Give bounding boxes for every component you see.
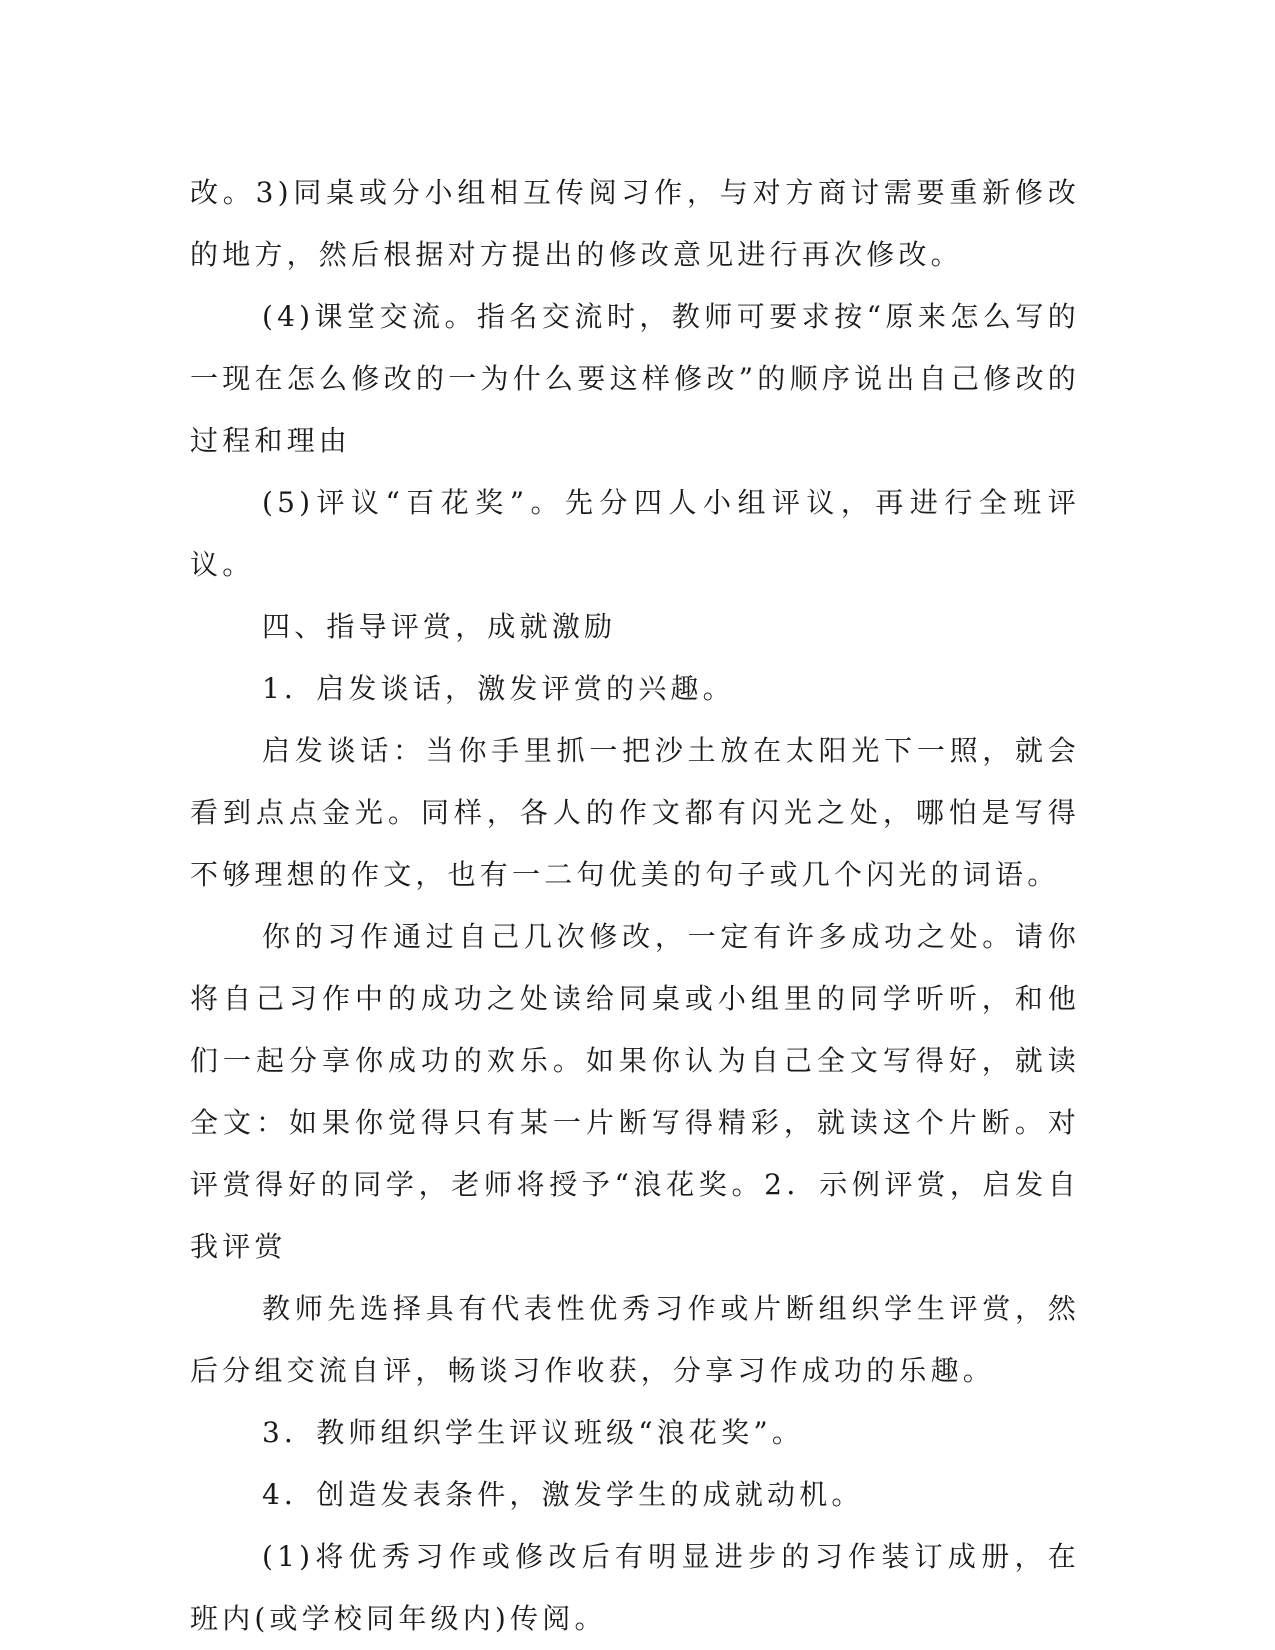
paragraph-teacher-selection: 教师先选择具有代表性优秀习作或片断组织学生评赏，然后分组交流自评，畅谈习作收获，分享习作成功的乐趣。: [190, 1292, 1080, 1387]
paragraph-revise-exchange: 改。3)同桌或分小组相互传阅习作，与对方商讨需要重新修改的地方，然后根据对方提出的修改意见进行再次修改。: [190, 176, 1080, 271]
paragraph-item-4: 4．创造发表条件，激发学生的成就动机。: [262, 1478, 864, 1511]
paragraph-class-communication: (4)课堂交流。指名交流时，教师可要求按“原来怎么写的一现在怎么修改的一为什么要这样修改”的顺序说出自己修改的过程和理由: [190, 300, 1080, 457]
section-heading-four: 四、指导评赏，成就激励: [262, 610, 617, 643]
paragraph-inspiring-talk: 启发谈话：当你手里抓一把沙土放在太阳光下一照，就会看到点点金光。同样，各人的作文都有闪光之处，哪怕是写得不够理想的作文，也有一二句优美的句子或几个闪光的词语。: [190, 734, 1080, 891]
paragraph-publish-booklet: (1)将优秀习作或修改后有明显进步的习作装订成册，在班内(或学校同年级内)传阅。: [190, 1540, 1080, 1635]
paragraph-hundred-flowers-award: (5)评议“百花奖”。先分四人小组评议，再进行全班评议。: [190, 486, 1080, 581]
paragraph-item-3: 3．教师组织学生评议班级“浪花奖”。: [262, 1416, 805, 1449]
document-body: [190, 162, 1080, 1650]
paragraph-success-sharing: 你的习作通过自己几次修改，一定有许多成功之处。请你将自己习作中的成功之处读给同桌或小组里的同学听听，和他们一起分享你成功的欢乐。如果你认为自己全文写得好，就读全文：如果你觉得只有某一片断写得精彩，就读这个片断。对评赏得好的同学，老师将授予“浪花奖。2．示例评赏，启发自我评赏: [190, 920, 1080, 1263]
paragraph-item-1: 1．启发谈话，激发评赏的兴趣。: [262, 672, 735, 705]
